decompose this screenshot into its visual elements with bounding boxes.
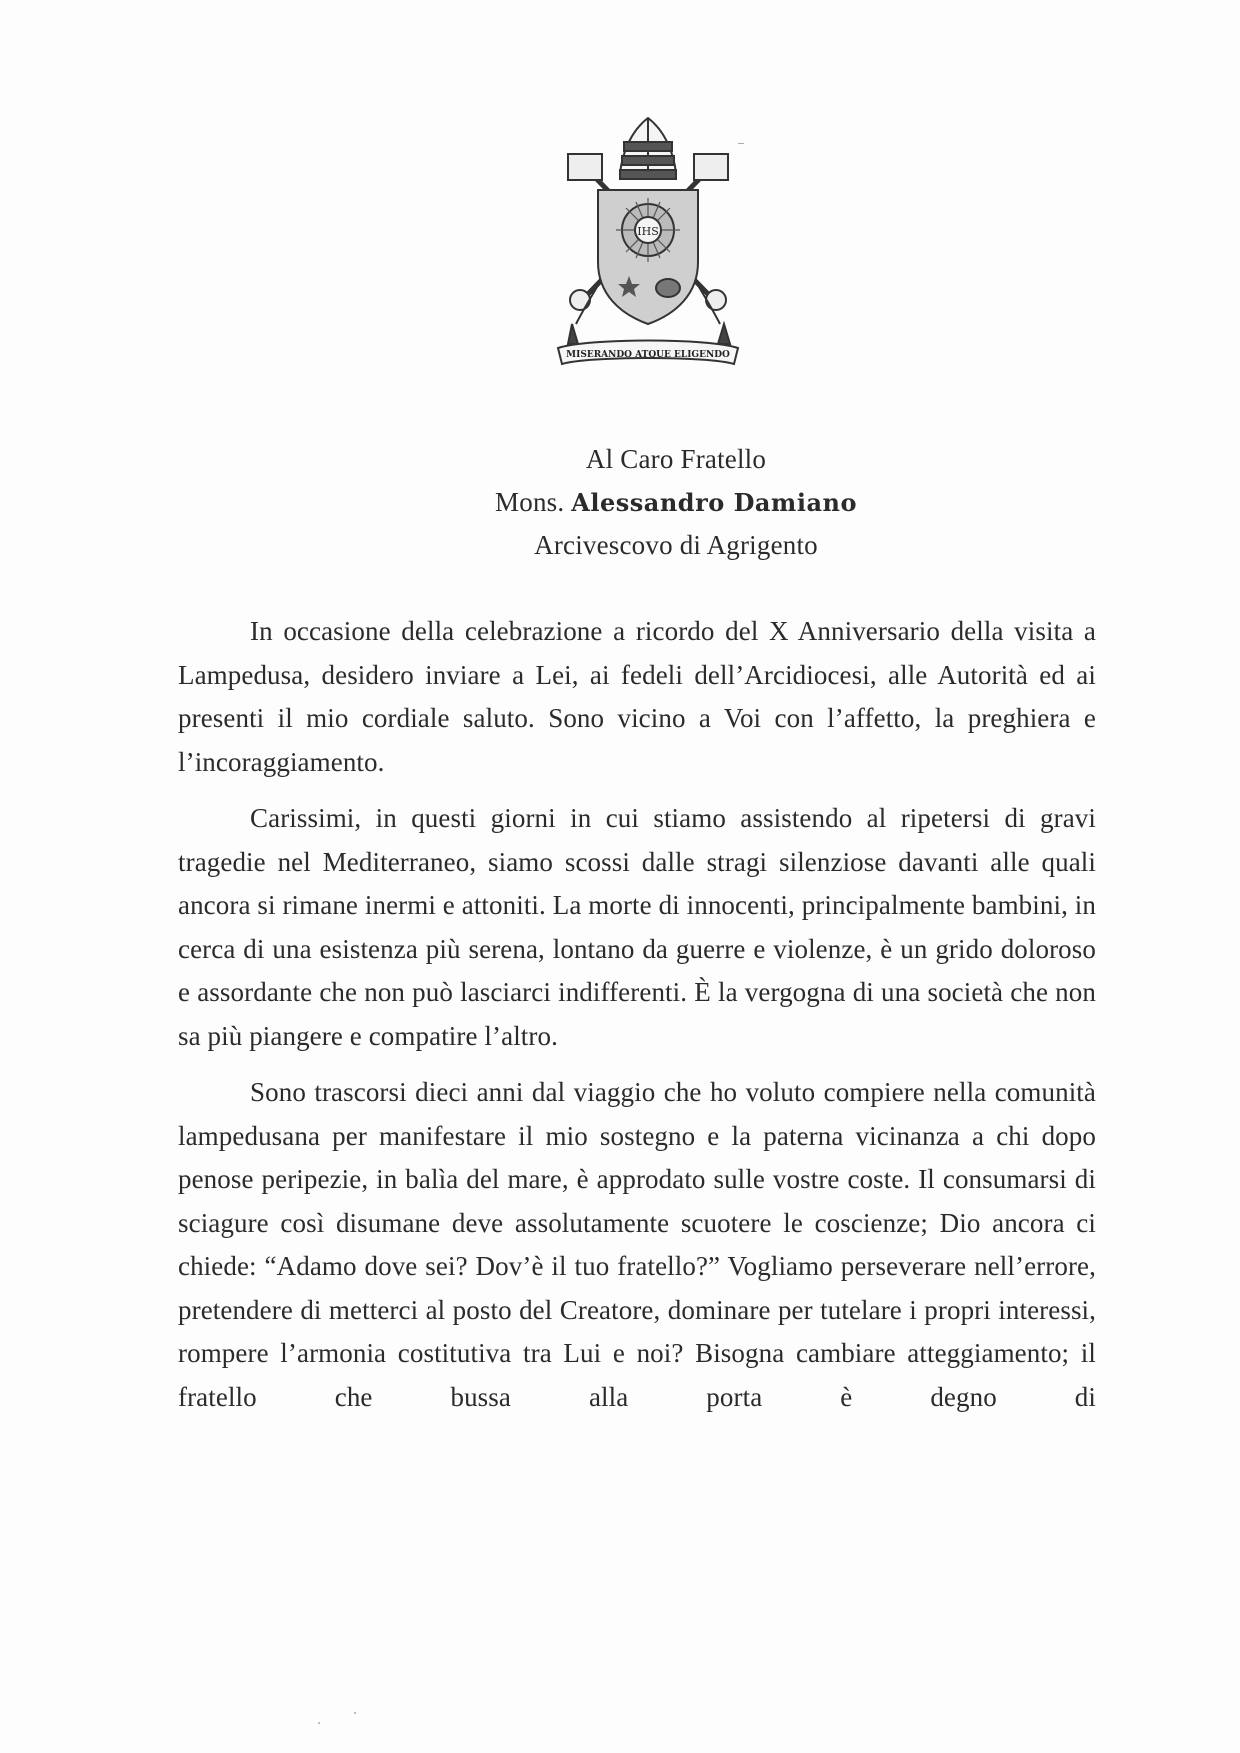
paragraph-3: Sono trascorsi dieci anni dal viaggio che ho voluto compiere nella comunità lampedusana per manifestare il mio sostegno e la paterna vicinanza a chi dopo penose peripezie, in balìa del mare, è approdato sulle vostre coste. Il consumarsi di sciagure così disumane deve assolutamente scuotere le coscienze; Dio ancora ci chiede: “Adamo dove sei? Dov’è il tuo fratello?” Vogliamo perseverare nell’errore, pretendere di metterci al posto del Creatore, dominare per tutelare i propri interessi, rompere l’armonia costitutiva tra Lui e noi? Bisogna cambiare atteggiamento; il fratello che bussa alla porta è degno di [178, 1077, 1096, 1412]
letter-body [178, 610, 1096, 1419]
recipient-name: Alessandro Damiano [571, 488, 857, 517]
scan-speck [738, 143, 744, 144]
address-salutation: Al Caro Fratello [585, 444, 767, 474]
recipient-role: Arcivescovo di Agrigento [534, 530, 818, 560]
address-recipient-line [112, 481, 1240, 524]
recipient-address-block [0, 438, 1240, 567]
paragraph-2: Carissimi, in questi giorni in cui stiamo assistendo al ripetersi di gravi tragedie nel Mediterraneo, siamo scossi dalle stragi silenziose davanti alle quali ancora si rimane inermi e attoniti. La morte di innocenti, principalmente bambini, in cerca di una esistenza più serena, lontano da guerre e violenze, è un grido doloroso e assordante che non può lasciarci indifferenti. È la vergogna di una società che non sa più piangere e compatire l’altro. [178, 803, 1096, 1051]
papal-coat-of-arms-emblem [548, 112, 748, 374]
motto-ribbon-text: MISERANDO ATQUE ELIGENDO [566, 350, 730, 360]
scan-speck [318, 1722, 320, 1724]
scan-speck [354, 1712, 356, 1714]
paragraph-1: In occasione della celebrazione a ricordo del X Anniversario della visita a Lampedusa, desidero inviare a Lei, ai fedeli dell’Arcidiocesi, alle Autorità ed ai presenti il mio cordiale saluto. Sono vicino a Voi con l’affetto, la preghiera e l’incoraggiamento. [178, 616, 1096, 777]
ihs-monogram: IHS [637, 225, 659, 238]
recipient-title: Mons. [495, 487, 565, 517]
